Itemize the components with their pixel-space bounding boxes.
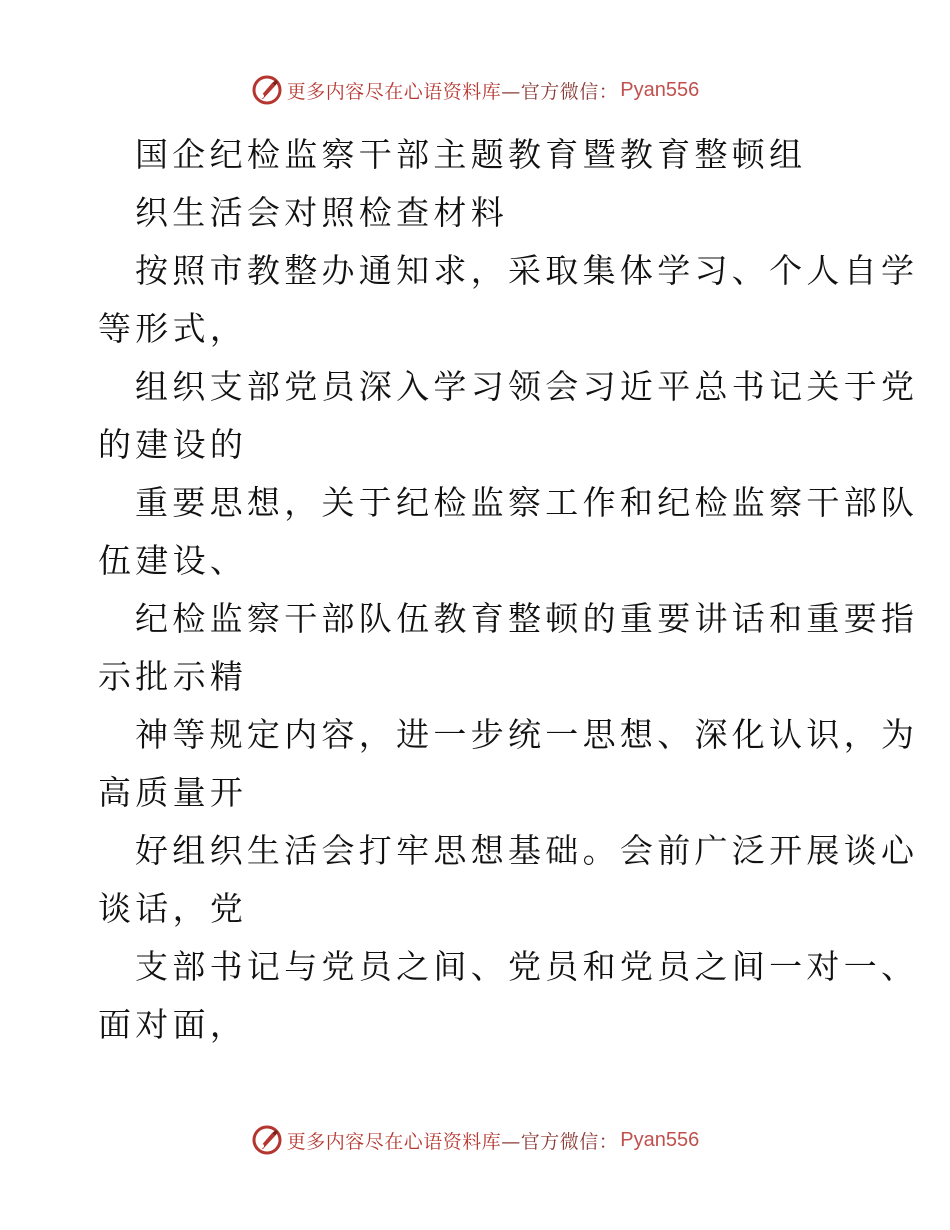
watermark-wechat-label: —官方微信： — [501, 80, 619, 103]
watermark-wechat-handle: Pyan556 — [620, 78, 700, 101]
watermark-wechat-handle: Pyan556 — [620, 1128, 700, 1151]
paragraph-line: 支部书记与党员之间、党员和党员之间一对一、 — [135, 947, 919, 986]
paragraph-line: 谈话，党 — [98, 889, 248, 928]
header-watermark — [0, 70, 950, 110]
paragraph-line: 按照市教整办通知求，采取集体学习、个人自学 — [135, 251, 919, 290]
paragraph-line: 的建设的 — [98, 425, 248, 464]
paragraph-line: 好组织生活会打牢思想基础。会前广泛开展谈心 — [135, 831, 919, 870]
pen-nib-logo-icon — [251, 74, 283, 106]
paragraph-line: 示批示精 — [98, 657, 248, 696]
document-body — [98, 126, 919, 1054]
paragraph-line: 等形式， — [98, 309, 248, 348]
document-title-line-2: 织生活会对照检查材料 — [135, 193, 508, 232]
watermark-lead-text: 更多内容尽在心语资料库 — [286, 1130, 502, 1153]
document-title-line-1: 国企纪检监察干部主题教育暨教育整顿组 — [135, 135, 807, 174]
watermark-lead-text: 更多内容尽在心语资料库 — [286, 80, 502, 103]
paragraph-line: 神等规定内容，进一步统一思想、深化认识，为 — [135, 715, 919, 754]
footer-watermark — [0, 1120, 950, 1160]
paragraph-line: 组织支部党员深入学习领会习近平总书记关于党 — [135, 367, 919, 406]
paragraph-line: 面对面， — [98, 1005, 248, 1044]
paragraph-line: 纪检监察干部队伍教育整顿的重要讲话和重要指 — [135, 599, 919, 638]
paragraph-line: 高质量开 — [98, 773, 248, 812]
pen-nib-logo-icon — [251, 1124, 283, 1156]
watermark-wechat-label: —官方微信： — [501, 1130, 619, 1153]
paragraph-line: 伍建设、 — [98, 541, 248, 580]
paragraph-line: 重要思想，关于纪检监察工作和纪检监察干部队 — [135, 483, 919, 522]
